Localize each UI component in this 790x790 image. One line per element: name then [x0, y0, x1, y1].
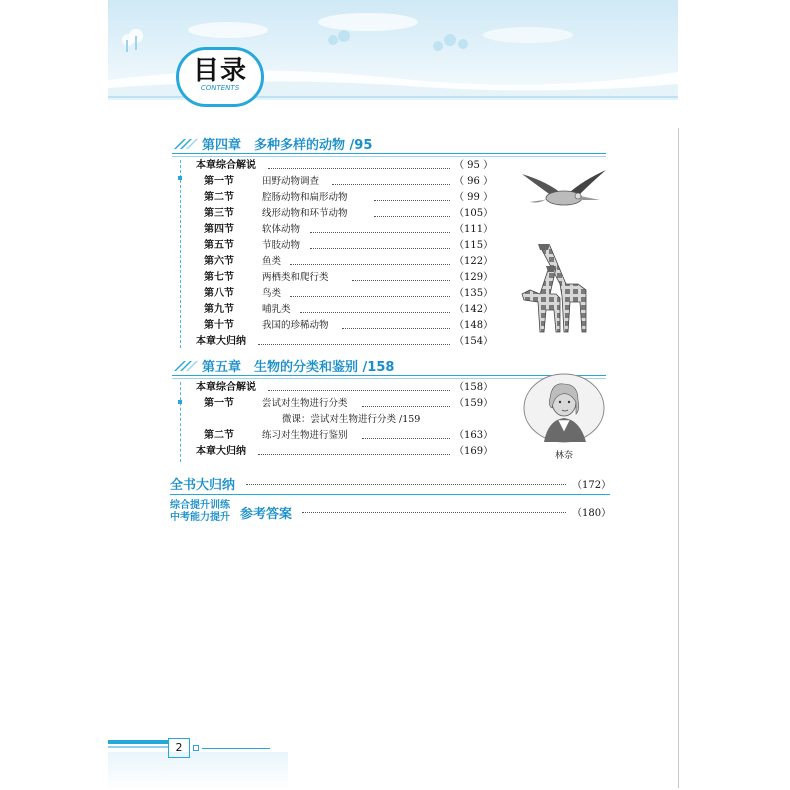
toc-entry[interactable] — [196, 270, 494, 286]
dot-leader — [290, 296, 450, 297]
entry-page: （105） — [454, 208, 494, 219]
footer-line — [202, 748, 270, 749]
dot-leader — [362, 438, 450, 439]
chapter-marker-icon — [172, 360, 198, 372]
answers-page: （180） — [572, 508, 612, 519]
toc-entry[interactable] — [196, 396, 494, 412]
entry-label: 第八节 — [204, 288, 234, 299]
entry-label: 本章大归纳 — [196, 446, 246, 457]
right-margin-rule — [678, 128, 679, 788]
footer-background — [108, 752, 288, 790]
dot-leader — [268, 390, 450, 391]
dot-leader — [374, 200, 450, 201]
chapter-rule — [172, 156, 606, 157]
entry-label: 第九节 — [204, 304, 234, 315]
page-subtitle: CONTENTS — [200, 84, 240, 92]
entry-label: 第四节 — [204, 224, 234, 235]
entry-page: （115） — [454, 240, 494, 251]
entry-label: 本章综合解说 — [196, 160, 256, 171]
giraffes-illustration — [516, 240, 612, 336]
entry-page: （163） — [454, 430, 494, 441]
entry-page: （159） — [454, 398, 494, 409]
entry-label: 第七节 — [204, 272, 234, 283]
entry-title: 哺乳类 — [262, 304, 291, 315]
entry-label: 本章大归纳 — [196, 336, 246, 347]
toc-entry[interactable] — [196, 174, 494, 190]
toc-entry[interactable] — [196, 318, 494, 334]
toc-entry[interactable] — [196, 286, 494, 302]
dot-leader — [268, 168, 450, 169]
entry-title: 线形动物和环节动物 — [262, 208, 348, 219]
toc-entry[interactable] — [196, 190, 494, 206]
toc-entry-microlesson[interactable] — [196, 412, 490, 428]
dot-leader — [302, 512, 566, 513]
book-summary-entry[interactable] — [170, 474, 610, 494]
entry-page: （122） — [454, 256, 494, 267]
bracket-dot — [178, 176, 182, 180]
toc-entry[interactable] — [196, 444, 494, 460]
entry-title: 鸟类 — [262, 288, 282, 299]
toc-entry[interactable] — [196, 206, 494, 222]
dot-leader — [310, 232, 450, 233]
entry-page: （169） — [454, 446, 494, 457]
dot-leader — [290, 264, 450, 265]
dot-leader — [258, 344, 450, 345]
dot-leader — [258, 454, 450, 455]
entry-page: （148） — [454, 320, 494, 331]
footer-square-icon — [193, 745, 199, 751]
footer-accent-bar — [108, 740, 168, 744]
toc-entry[interactable] — [196, 158, 494, 174]
entry-title: 我国的珍稀动物 — [262, 320, 329, 331]
dot-leader — [332, 184, 450, 185]
answers-stack-line2: 中考能力提升 — [170, 512, 230, 523]
section-rule — [170, 494, 610, 495]
answers-stack-line1: 综合提升训练 — [170, 500, 230, 511]
entry-page: （135） — [454, 288, 494, 299]
entry-title: 鱼类 — [262, 256, 282, 267]
entry-label: 第一节 — [204, 398, 234, 409]
entry-label: 第五节 — [204, 240, 234, 251]
toc-entry[interactable] — [196, 380, 494, 396]
entry-page: （ 99 ） — [454, 192, 494, 203]
entry-page: （ 95 ） — [454, 160, 494, 171]
bracket-dot — [178, 400, 182, 404]
answers-label: 参考答案 — [240, 507, 293, 522]
entry-page: （142） — [454, 304, 494, 315]
chapter-title: 第四章 多种多样的动物 /95 — [202, 138, 373, 153]
dot-leader — [362, 406, 450, 407]
entry-title: 节肢动物 — [262, 240, 301, 251]
entry-title: 尝试对生物进行分类 — [262, 398, 348, 409]
entry-title: 腔肠动物和扁形动物 — [262, 192, 348, 203]
toc-entry[interactable] — [196, 334, 494, 350]
dot-leader — [300, 312, 450, 313]
linnaeus-portrait — [522, 372, 606, 444]
entry-label: 第六节 — [204, 256, 234, 267]
entry-label: 本章综合解说 — [196, 382, 256, 393]
chapter-bracket — [180, 160, 181, 348]
pelican-illustration — [518, 164, 610, 214]
entry-label: 第二节 — [204, 430, 234, 441]
entry-label: 第二节 — [204, 192, 234, 203]
dot-leader — [246, 484, 566, 485]
toc-entry[interactable] — [196, 428, 494, 444]
answers-entry[interactable] — [170, 500, 610, 526]
toc-entry[interactable] — [196, 238, 494, 254]
page-number: 2 — [168, 738, 190, 758]
entry-title: 练习对生物进行鉴别 — [262, 430, 348, 441]
entry-title: 田野动物调查 — [262, 176, 320, 187]
entry-page: （ 96 ） — [454, 176, 494, 187]
footer-accent-bar — [108, 746, 168, 748]
entry-label: 第十节 — [204, 320, 234, 331]
entry-page: （129） — [454, 272, 494, 283]
entry-page: （154） — [454, 336, 494, 347]
entry-title: 两栖类和爬行类 — [262, 272, 329, 283]
page-title: 目录 — [192, 56, 247, 86]
toc-entry[interactable] — [196, 254, 494, 270]
entry-page: （111） — [454, 224, 494, 235]
toc-entry[interactable] — [196, 302, 494, 318]
entry-label: 第一节 — [204, 176, 234, 187]
chapter-title: 第五章 生物的分类和鉴别 /158 — [202, 360, 395, 375]
entry-title: 微课：尝试对生物进行分类 /159 — [282, 414, 421, 425]
dot-leader — [374, 216, 450, 217]
dot-leader — [352, 280, 450, 281]
chapter-rule — [172, 153, 606, 154]
entry-label: 第三节 — [204, 208, 234, 219]
portrait-caption: 林奈 — [554, 451, 573, 461]
entry-page: （158） — [454, 382, 494, 393]
dot-leader — [342, 328, 450, 329]
chapter-marker-icon — [172, 138, 198, 150]
dot-leader — [310, 248, 450, 249]
toc-entry[interactable] — [196, 222, 494, 238]
summary-label: 全书大归纳 — [170, 478, 236, 493]
entry-title: 软体动物 — [262, 224, 301, 235]
summary-page: （172） — [572, 480, 612, 491]
chapter-bracket — [180, 382, 181, 462]
